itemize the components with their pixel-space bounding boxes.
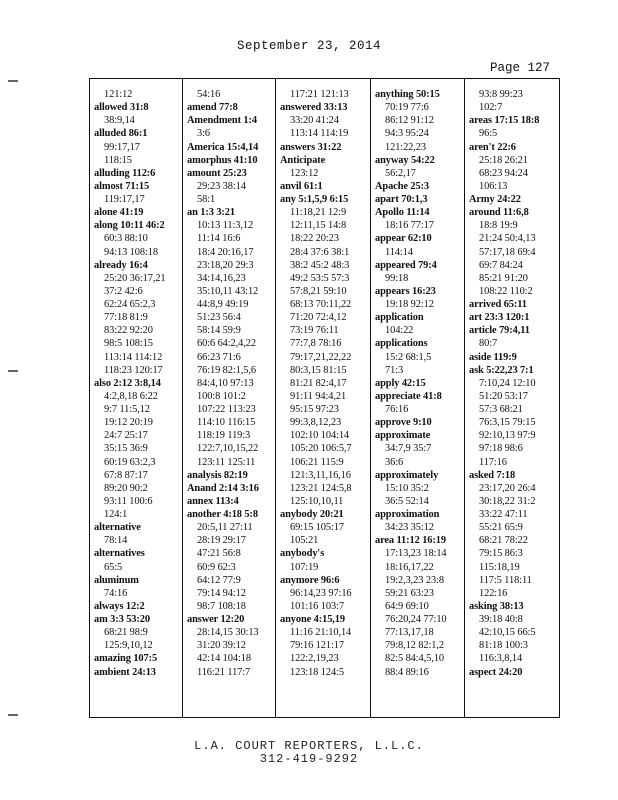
- index-entry-pages: 11:14 16:6: [197, 233, 241, 245]
- index-entry-pages: 28:14,15 30:13: [197, 627, 259, 639]
- index-entry-term: also 2:12 3:8,14: [94, 377, 161, 389]
- index-entry-pages: 102:7: [479, 102, 503, 114]
- index-entry-pages: 117:16: [479, 456, 507, 468]
- index-entry-pages: 34:23 35:12: [385, 522, 434, 534]
- index-entry-pages: 100:8 101:2: [197, 390, 246, 402]
- punch-mark: [8, 370, 18, 372]
- index-entry-term: anyway 54:22: [375, 154, 435, 166]
- index-entry-pages: 77:18 81:9: [104, 312, 148, 324]
- index-entry-pages: 51:23 56:4: [197, 312, 241, 324]
- index-entry-term: Anticipate: [280, 154, 326, 166]
- index-entry-pages: 86:12 91:12: [385, 115, 434, 127]
- index-entry-term: area 11:12 16:19: [375, 535, 446, 547]
- punch-mark: [8, 80, 18, 82]
- index-entry-pages: 96:5: [479, 128, 498, 140]
- index-entry-term: areas 17:15 18:8: [469, 115, 540, 127]
- index-entry-term: always 12:2: [94, 600, 145, 612]
- word-index-table: [89, 78, 560, 718]
- index-entry-pages: 94:3 95:24: [385, 128, 429, 140]
- index-entry-term: article 79:4,11: [469, 325, 530, 337]
- index-entry-pages: 69:7 84:24: [479, 259, 523, 271]
- index-entry-pages: 88:4 89:16: [385, 666, 429, 678]
- index-entry-pages: 84:4,10 97:13: [197, 377, 254, 389]
- index-entry-pages: 80:7: [479, 338, 498, 350]
- index-entry-pages: 57:8,21 59:10: [290, 285, 347, 297]
- index-entry-pages: 66:23 71:6: [197, 351, 241, 363]
- index-entry-pages: 122:7,10,15,22: [197, 443, 259, 455]
- index-entry-term: application: [375, 312, 424, 324]
- index-entry-term: an 1:3 3:21: [187, 207, 235, 219]
- index-entry-pages: 80:3,15 81:15: [290, 364, 347, 376]
- index-entry-pages: 97:18 98:6: [479, 443, 523, 455]
- index-entry-term: along 10:11 46:2: [94, 220, 165, 232]
- index-entry-pages: 76:19 82:1,5,6: [197, 364, 256, 376]
- index-entry-pages: 58:14 59:9: [197, 325, 241, 337]
- index-entry-pages: 30:18,22 31:2: [479, 495, 536, 507]
- index-entry-term: alluding 112:6: [94, 167, 156, 179]
- index-entry-term: anvil 61:1: [280, 180, 323, 192]
- index-entry-term: allowed 31:8: [94, 102, 149, 114]
- index-entry-pages: 117:5 118:11: [479, 574, 532, 586]
- index-entry-pages: 85:21 91:20: [479, 272, 528, 284]
- index-entry-pages: 92:10,13 97:9: [479, 430, 536, 442]
- index-entry-pages: 122:16: [479, 587, 508, 599]
- index-entry-pages: 34:14,16,23: [197, 272, 246, 284]
- index-entry-pages: 15:2 68:1,5: [385, 351, 432, 363]
- index-entry-pages: 35:10,11 43:12: [197, 285, 259, 297]
- index-entry-term: aluminum: [94, 574, 139, 586]
- index-entry-pages: 81:18 100:3: [479, 640, 528, 652]
- index-entry-pages: 23:17,20 26:4: [479, 482, 536, 494]
- index-entry-pages: 79:14 94:12: [197, 587, 246, 599]
- index-entry-pages: 60:6 64:2,4,22: [197, 338, 256, 350]
- index-entry-pages: 68:21 98:9: [104, 627, 148, 639]
- index-entry-pages: 74:16: [104, 587, 128, 599]
- index-entry-term: answered 33:13: [280, 102, 348, 114]
- index-entry-pages: 12:11,15 14:8: [290, 220, 347, 232]
- index-entry-pages: 105:21: [290, 535, 319, 547]
- index-entry-pages: 102:10 104:14: [290, 430, 350, 442]
- index-entry-term: around 11:6,8: [469, 207, 529, 219]
- index-entry-pages: 121:12: [104, 89, 133, 100]
- index-entry-term: alternative: [94, 522, 141, 534]
- index-entry-pages: 11:16 21:10,14: [290, 627, 352, 639]
- index-entry-pages: 65:5: [104, 561, 123, 573]
- index-entry-pages: 58:1: [197, 194, 216, 205]
- index-entry-pages: 37:2 42:6: [104, 285, 143, 297]
- index-entry-term: anybody's: [280, 548, 325, 560]
- index-entry-term: Anand 2:14 3:16: [187, 482, 259, 494]
- index-entry-term: arrived 65:11: [469, 299, 527, 310]
- index-entry-term: appears 16:23: [375, 285, 436, 297]
- index-entry-pages: 93:11 100:6: [104, 495, 153, 507]
- index-entry-pages: 81:21 82:4,17: [290, 377, 347, 389]
- index-entry-term: amend 77:8: [187, 102, 238, 114]
- index-entry-term: aspect 24:20: [469, 666, 523, 678]
- index-entry-pages: 76:16: [385, 404, 409, 415]
- index-column-5: [464, 79, 559, 717]
- index-entry-term: amorphus 41:10: [187, 154, 258, 166]
- index-entry-pages: 18:8 19:9: [479, 220, 518, 232]
- index-entry-pages: 79:17,21,22,22: [290, 351, 352, 363]
- index-entry-term: aside 119:9: [469, 351, 517, 363]
- index-entry-pages: 71:20 72:4,12: [290, 312, 347, 324]
- index-entry-pages: 57:17,18 69:4: [479, 246, 536, 258]
- index-entry-term: amount 25:23: [187, 167, 247, 179]
- index-entry-pages: 47:21 56:8: [197, 548, 241, 560]
- index-entry-pages: 70:19 77:6: [385, 102, 429, 114]
- index-entry-pages: 3:6: [197, 128, 210, 140]
- index-entry-pages: 106:21 115:9: [290, 456, 344, 468]
- index-entry-pages: 44:8,9 49:19: [197, 299, 249, 310]
- index-entry-pages: 114:10 116:15: [197, 417, 256, 429]
- index-entry-term: any 5:1,5,9 6:15: [280, 194, 349, 205]
- index-entry-pages: 69:15 105:17: [290, 522, 344, 534]
- index-entry-term: Army 24:22: [469, 194, 521, 205]
- index-entry-pages: 99:17,17: [104, 141, 140, 153]
- index-entry-pages: 113:14 114:19: [290, 128, 349, 140]
- index-entry-pages: 23:18,20 29:3: [197, 259, 254, 271]
- index-entry-term: alluded 86:1: [94, 128, 148, 140]
- index-entry-pages: 25:18 26:21: [479, 154, 528, 166]
- index-entry-pages: 105:20 106:5,7: [290, 443, 352, 455]
- index-entry-pages: 123:11 125:11: [197, 456, 256, 468]
- index-entry-term: aren't 22:6: [469, 141, 516, 153]
- index-entry-term: approximately: [375, 469, 439, 481]
- index-entry-term: almost 71:15: [94, 180, 150, 192]
- index-column-1: [90, 79, 182, 717]
- index-entry-pages: 68:23 94:24: [479, 167, 528, 179]
- index-entry-pages: 113:14 114:12: [104, 351, 163, 363]
- index-entry-pages: 98:7 108:18: [197, 600, 246, 612]
- index-entry-term: Apache 25:3: [375, 180, 430, 192]
- index-entry-pages: 51:20 53:17: [479, 390, 528, 402]
- index-entry-pages: 10:13 11:3,12: [197, 220, 254, 232]
- index-entry-term: approve 9:10: [375, 417, 432, 429]
- index-entry-pages: 79:15 86:3: [479, 548, 523, 560]
- index-entry-term: ask 5:22,23 7:1: [469, 364, 534, 376]
- index-entry-term: anything 50:15: [375, 89, 440, 100]
- index-entry-pages: 28:4 37:6 38:1: [290, 246, 350, 258]
- index-entry-pages: 76:3,15 79:15: [479, 417, 536, 429]
- index-entry-pages: 17:13,23 18:14: [385, 548, 447, 560]
- index-entry-pages: 28:19 29:17: [197, 535, 246, 547]
- index-entry-pages: 94:13 108:18: [104, 246, 158, 258]
- index-entry-pages: 18:16 77:17: [385, 220, 434, 232]
- index-entry-pages: 79:8,12 82:1,2: [385, 640, 444, 652]
- index-entry-term: Apollo 11:14: [375, 207, 430, 219]
- index-entry-term: asking 38:13: [469, 600, 524, 612]
- index-entry-pages: 118:19 119:3: [197, 430, 251, 442]
- index-entry-term: appreciate 41:8: [375, 390, 442, 402]
- index-entry-pages: 121:3,11,16,16: [290, 469, 351, 481]
- index-entry-pages: 104:22: [385, 325, 414, 337]
- index-entry-term: anyone 4:15,19: [280, 614, 345, 625]
- index-entry-term: America 15:4,14: [187, 141, 259, 153]
- index-entry-pages: 25:20 36:17,21: [104, 272, 166, 284]
- court-reporter-phone: 312-419-9292: [259, 752, 359, 766]
- index-entry-pages: 96:14,23 97:16: [290, 587, 352, 599]
- index-entry-pages: 60:9 62:3: [197, 561, 236, 573]
- index-entry-pages: 21:24 50:4,13: [479, 233, 536, 245]
- index-entry-pages: 93:8 99:23: [479, 89, 523, 100]
- index-entry-pages: 83:22 92:20: [104, 325, 153, 337]
- index-entry-term: art 23:3 120:1: [469, 312, 530, 324]
- index-entry-pages: 11:18,21 12:9: [290, 207, 347, 219]
- index-entry-pages: 77:13,17,18: [385, 627, 434, 639]
- index-entry-term: alone 41:19: [94, 207, 144, 219]
- index-entry-pages: 57:3 68:21: [479, 404, 523, 415]
- index-entry-term: annex 113:4: [187, 495, 239, 507]
- index-entry-pages: 76:20,24 77:10: [385, 614, 447, 625]
- index-entry-pages: 4:2,8,18 6:22: [104, 390, 158, 402]
- punch-mark: [8, 714, 18, 716]
- index-entry-term: answer 12:20: [187, 614, 245, 625]
- index-entry-pages: 117:21 121:13: [290, 89, 349, 100]
- index-entry-pages: 33:22 47:11: [479, 509, 528, 520]
- index-entry-pages: 106:13: [479, 180, 508, 192]
- index-entry-term: alternatives: [94, 548, 145, 560]
- index-entry-pages: 49:2 53:5 57:3: [290, 272, 350, 284]
- index-entry-pages: 18:22 20:23: [290, 233, 339, 245]
- index-entry-term: analysis 82:19: [187, 469, 248, 481]
- page-number: Page 127: [490, 61, 551, 75]
- index-entry-pages: 115:18,19: [479, 561, 520, 573]
- index-entry-pages: 64:12 77:9: [197, 574, 241, 586]
- index-entry-pages: 98:5 108:15: [104, 338, 153, 350]
- index-entry-term: appeared 79:4: [375, 259, 437, 271]
- index-entry-term: anybody 20:21: [280, 509, 344, 520]
- index-entry-pages: 64:9 69:10: [385, 600, 429, 612]
- index-entry-pages: 118:15: [104, 154, 132, 166]
- index-entry-pages: 114:14: [385, 246, 413, 258]
- transcript-date: September 23, 2014: [236, 39, 382, 53]
- index-entry-pages: 122:2,19,23: [290, 653, 339, 665]
- index-entry-pages: 95:15 97:23: [290, 404, 339, 415]
- index-entry-term: apply 42:15: [375, 377, 426, 389]
- index-entry-pages: 99:18: [385, 272, 409, 284]
- index-entry-pages: 9:7 11:5,12: [104, 404, 150, 415]
- index-entry-pages: 116:3,8,14: [479, 653, 523, 665]
- index-entry-pages: 60:3 88:10: [104, 233, 148, 245]
- index-entry-pages: 118:23 120:17: [104, 364, 163, 376]
- index-entry-pages: 54:16: [197, 89, 221, 100]
- index-entry-pages: 99:3,8,12,23: [290, 417, 342, 429]
- index-entry-pages: 18:16,17,22: [385, 561, 434, 573]
- index-entry-pages: 19:18 92:12: [385, 299, 434, 310]
- index-entry-pages: 108:22 110:2: [479, 285, 533, 297]
- index-entry-pages: 125:9,10,12: [104, 640, 153, 652]
- index-entry-pages: 82:5 84:4,5,10: [385, 653, 444, 665]
- index-entry-pages: 31:20 39:12: [197, 640, 246, 652]
- index-entry-pages: 19:12 20:19: [104, 417, 153, 429]
- index-entry-pages: 73:19 76:11: [290, 325, 339, 337]
- index-entry-term: approximation: [375, 509, 440, 520]
- index-entry-pages: 116:21 117:7: [197, 666, 251, 678]
- index-entry-pages: 38:2 45:2 48:3: [290, 259, 350, 271]
- index-column-2: [182, 79, 275, 717]
- index-entry-pages: 33:20 41:24: [290, 115, 339, 127]
- index-entry-pages: 123:12: [290, 167, 319, 179]
- index-entry-term: approximate: [375, 430, 431, 442]
- index-entry-pages: 42:14 104:18: [197, 653, 251, 665]
- index-entry-term: answers 31:22: [280, 141, 342, 153]
- index-entry-pages: 39:18 40:8: [479, 614, 523, 625]
- index-entry-pages: 101:16 103:7: [290, 600, 344, 612]
- index-entry-pages: 38:9,14: [104, 115, 135, 127]
- index-entry-term: anymore 96:6: [280, 574, 340, 586]
- index-entry-pages: 36:5 52:14: [385, 495, 429, 507]
- index-entry-pages: 91:11 94:4,21: [290, 390, 347, 402]
- index-entry-term: amazing 107:5: [94, 653, 158, 665]
- index-entry-term: apart 70:1,3: [375, 194, 428, 205]
- court-reporter-name: L.A. COURT REPORTERS, L.L.C.: [194, 739, 424, 753]
- index-entry-pages: 20:5,11 27:11: [197, 522, 253, 534]
- index-entry-term: ambient 24:13: [94, 666, 156, 678]
- index-entry-pages: 19:2,3,23 23:8: [385, 574, 444, 586]
- index-entry-pages: 89:20 90:2: [104, 482, 148, 494]
- index-entry-pages: 68:21 78:22: [479, 535, 528, 547]
- index-entry-pages: 29:23 38:14: [197, 180, 246, 192]
- index-entry-pages: 7:10,24 12:10: [479, 377, 536, 389]
- index-entry-pages: 35:15 36:9: [104, 443, 148, 455]
- index-entry-pages: 121:22,23: [385, 141, 426, 153]
- index-entry-pages: 24:7 25:17: [104, 430, 148, 442]
- index-entry-pages: 107:22 113:23: [197, 404, 256, 415]
- index-entry-pages: 107:19: [290, 561, 319, 573]
- index-entry-pages: 36:6: [385, 456, 404, 468]
- index-entry-pages: 123:18 124:5: [290, 666, 344, 678]
- index-entry-pages: 68:13 70:11,22: [290, 299, 352, 310]
- index-column-3: [275, 79, 370, 717]
- index-entry-pages: 34:7,9 35:7: [385, 443, 432, 455]
- index-entry-term: am 3:3 53:20: [94, 614, 150, 625]
- index-entry-term: appear 62:10: [375, 233, 432, 245]
- index-entry-pages: 56:2,17: [385, 167, 416, 179]
- index-entry-pages: 125:10,10,11: [290, 495, 344, 507]
- index-entry-pages: 77:7,8 78:16: [290, 338, 342, 350]
- index-entry-pages: 123:21 124:5,8: [290, 482, 352, 494]
- index-entry-pages: 62:24 65:2,3: [104, 299, 156, 310]
- index-entry-pages: 67:8 87:17: [104, 469, 148, 481]
- index-entry-term: asked 7:18: [469, 469, 516, 481]
- index-entry-term: another 4:18 5:8: [187, 509, 258, 520]
- index-entry-pages: 55:21 65:9: [479, 522, 523, 534]
- index-entry-term: Amendment 1:4: [187, 115, 257, 127]
- index-entry-pages: 78:14: [104, 535, 128, 547]
- index-column-4: [370, 79, 464, 717]
- index-entry-pages: 124:1: [104, 509, 128, 520]
- index-entry-pages: 60:19 63:2,3: [104, 456, 156, 468]
- index-entry-pages: 59:21 63:23: [385, 587, 434, 599]
- index-entry-pages: 18:4 20:16,17: [197, 246, 254, 258]
- index-entry-pages: 71:3: [385, 364, 404, 376]
- index-entry-pages: 42:10,15 66:5: [479, 627, 536, 639]
- index-entry-pages: 119:17,17: [104, 194, 145, 205]
- index-entry-term: already 16:4: [94, 259, 148, 271]
- index-entry-pages: 15:10 35:2: [385, 482, 429, 494]
- index-entry-term: applications: [375, 338, 428, 350]
- index-entry-pages: 79:16 121:17: [290, 640, 344, 652]
